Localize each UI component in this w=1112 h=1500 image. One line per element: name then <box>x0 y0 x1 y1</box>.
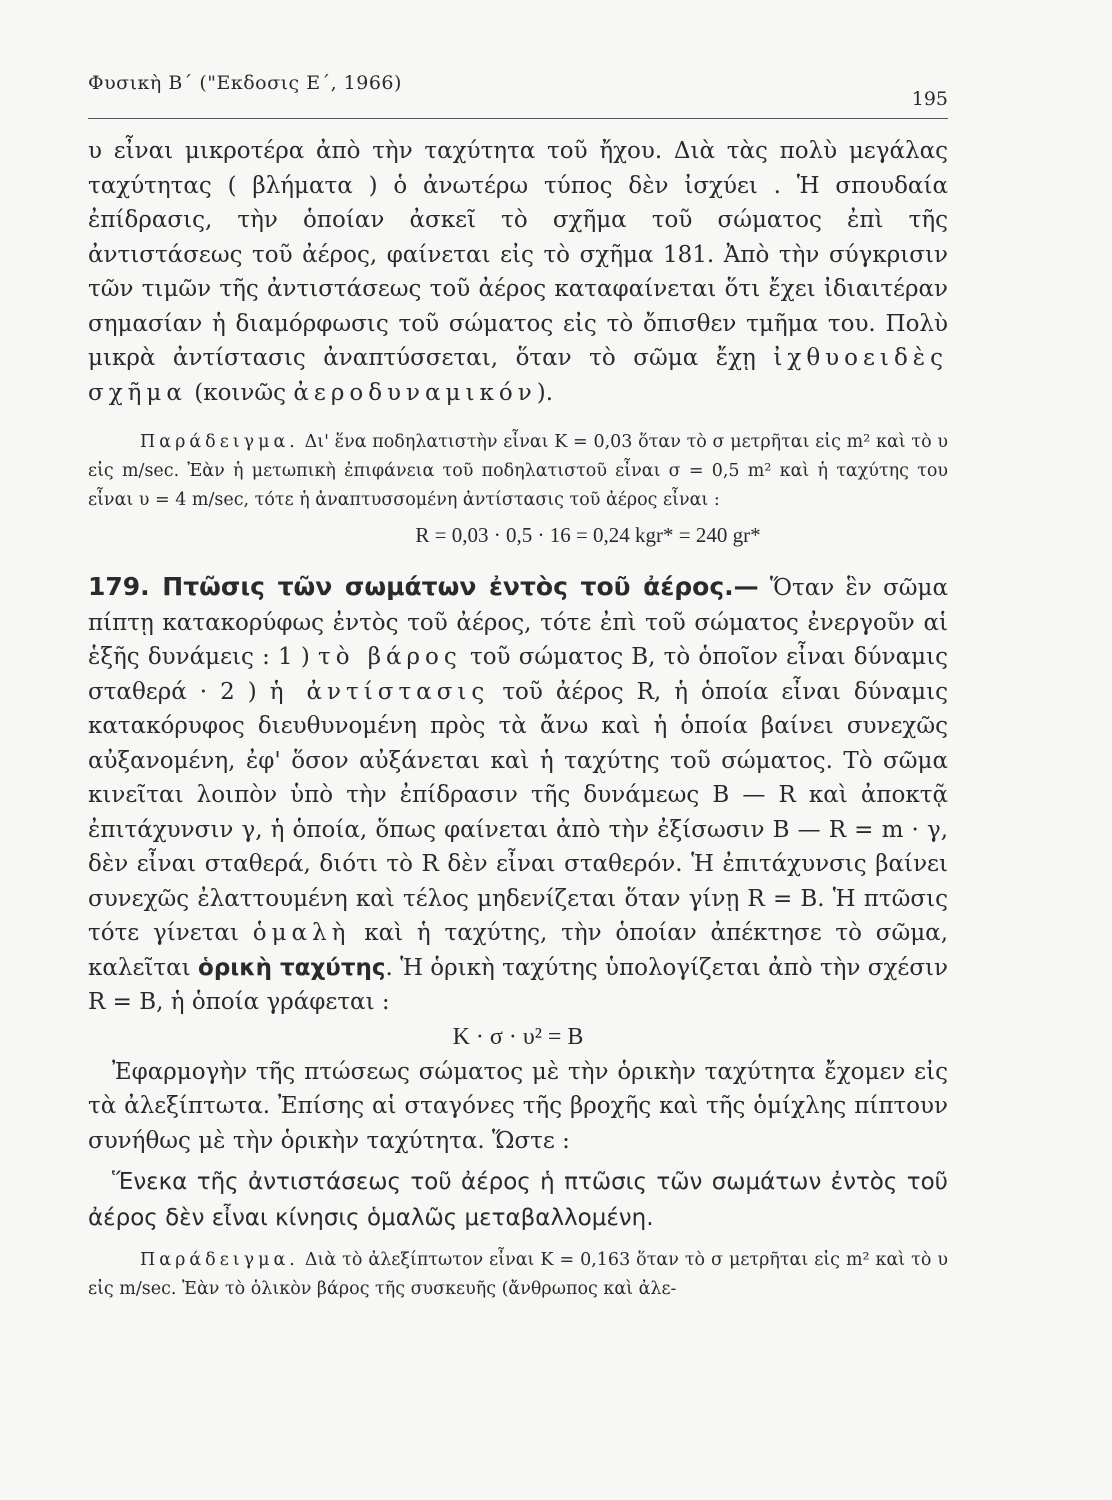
paragraph-applications: Ἐφαρμογὴν τῆς πτώσεως σώματος μὲ τὴν ὁρικὴν ταχύτητα ἔχομεν εἰς τὰ ἀλεξίπτωτα. Ἐπίσης αἱ σταγόνες τῆς βροχῆς καὶ τῆς ὁμίχλης πίπτουν συνήθως μὲ τὴν ὁρικὴν ταχύτητα. Ὥστε : <box>88 1058 948 1154</box>
highlighted-statement: Ἕνεκα τῆς ἀντιστάσεως τοῦ ἀέρος ἡ πτῶσις τῶν σωμάτων ἐντὸς τοῦ ἀέρος δὲν εἶναι κίνησις ὁμαλῶς μεταβαλλομένη. <box>88 1169 948 1231</box>
formula-terminal-velocity: K · σ · υ² = B <box>452 1023 584 1050</box>
section-text: . Ἡ ὁρικὴ ταχύτης ὑπολογίζεται ἀπὸ τὴν σχέσιν R = B, ἡ ὁποία γράφεται : <box>88 954 949 1015</box>
section-heading: 179. Πτῶσις τῶν σωμάτων ἐντὸς τοῦ ἀέρος.— <box>88 572 759 601</box>
example-label: Παράδειγμα. <box>140 432 299 452</box>
example-text: Διὰ τὸ ἀλεξίπτωτον εἶναι K = 0,163 ὅταν τὸ σ μετρῆται εἰς m² καὶ τὸ υ εἰς m/sec. Ἐὰν τὸ ὁλικὸν βάρος τῆς συσκευῆς (ἄνθρωπος καὶ ἀλε- <box>88 1250 948 1299</box>
section-text: τοῦ σώματος B, τὸ ὁποῖον εἶναι δύναμις σταθερά · 2 ) <box>88 644 949 705</box>
spaced-term: ἀεροδυναμικόν <box>293 379 537 406</box>
paragraph-text: (κοινῶς <box>194 379 294 406</box>
section-179 <box>88 570 948 1020</box>
spaced-term: τὸ βάρος <box>317 644 462 670</box>
bold-term: ὁρικὴ ταχύτης <box>198 954 386 981</box>
section-text: τοῦ ἀέρος R, ἡ ὁποία εἶναι δύναμις κατακόρυφος διευθυνομένη πρὸς τὰ ἄνω καὶ ἡ ὁποία βαίνει συνεχῶς αὐξανομένη, ἐφ' ὅσον αὐξάνεται καὶ ἡ ταχύτης τοῦ σώματος. Τὸ σῶμα κινεῖται λοιπὸν ὑπὸ τὴν ἐπίδρασιν τῆς δυνάμεως B — R καὶ ἀποκτᾷ ἐπιτάχυνσιν γ, ἡ ὁποία, ὅπως φαίνεται ἀπὸ τὴν ἐξίσωσιν B — R = m · γ, δὲν εἶναι σταθερά, διότι τὸ R δὲν εἶναι σταθερόν. Ἡ ἐπιτάχυνσις βαίνει συνεχῶς ἐλαττουμένη καὶ τέλος μηδενίζεται ὅταν γίνῃ R = B. Ἡ πτῶσις τότε γίνεται <box>88 678 949 946</box>
example-parachute <box>88 1246 948 1304</box>
example-text: Δι' ἕνα ποδηλατιστὴν εἶναι K = 0,03 ὅταν τὸ σ μετρῆται εἰς m² καὶ τὸ υ εἰς m/sec. Ἐὰν ἡ μετωπικὴ ἐπιφάνεια τοῦ ποδηλατιστοῦ εἶναι σ = 0,5 m² καὶ ἡ ταχύτης του εἶναι υ = 4 m/sec, τότε ἡ ἀναπτυσσομένη ἀντίστασις τοῦ ἀέρος εἶναι : <box>88 432 948 510</box>
formula-drag-force: R = 0,03 · 0,5 · 16 = 0,24 kgr* = 240 gr* <box>415 523 761 547</box>
paragraph-text: ). <box>536 379 554 406</box>
section-text: Ὅταν ἓν σῶμα πίπτῃ κατακορύφως ἐντὸς τοῦ ἀέρος, τότε ἐπὶ τοῦ σώματος ἐνεργοῦν αἱ ἑξῆς δυνάμεις : 1 ) <box>88 575 948 670</box>
paragraph-text: υ εἶναι μικροτέρα ἀπὸ τὴν ταχύτητα τοῦ ἤχου. Διὰ τὰς πολὺ μεγάλας ταχύτητας ( βλήματα ) ὁ ἀνωτέρω τύπος δὲν ἰσχύει . Ἡ σπουδαία ἐπίδρασις, τὴν ὁποίαν ἀσκεῖ τὸ σχῆμα τοῦ σώματος ἐπὶ τῆς ἀντιστάσεως τοῦ ἀέρος, φαίνεται εἰς τὸ σχῆμα 181. Ἀπὸ τὴν σύγκρισιν τῶν τιμῶν τῆς ἀντιστάσεως τοῦ ἀέρος καταφαίνεται ὅτι ἔχει ἰδιαιτέραν σημασίαν ἡ διαμόρφωσις τοῦ σώματος εἰς τὸ ὄπισθεν τμῆμα του. Πολὺ μικρὰ ἀντίστασις ἀναπτύσσεται, ὅταν τὸ σῶμα ἔχῃ <box>88 138 948 371</box>
header-title: Φυσικὴ Β΄ ("Εκδοσις Ε΄, 1966) <box>88 72 402 94</box>
page-number: 195 <box>911 88 948 110</box>
page-body <box>88 134 948 1304</box>
spaced-term: ὁμαλὴ <box>252 920 351 946</box>
running-header <box>88 68 948 112</box>
spaced-term: ἰχθυοειδὲς σχῆμα <box>88 345 949 406</box>
spaced-term: ἡ ἀντίστασις <box>269 678 490 705</box>
header-rule <box>88 118 948 119</box>
section-text: καὶ ἡ ταχύτης, τὴν ὁποίαν ἀπέκτησε τὸ σῶμα, καλεῖται <box>88 920 948 981</box>
example-label: Παράδειγμα. <box>140 1250 299 1270</box>
example-cyclist <box>88 428 948 515</box>
paragraph-drag-shape <box>88 134 948 410</box>
